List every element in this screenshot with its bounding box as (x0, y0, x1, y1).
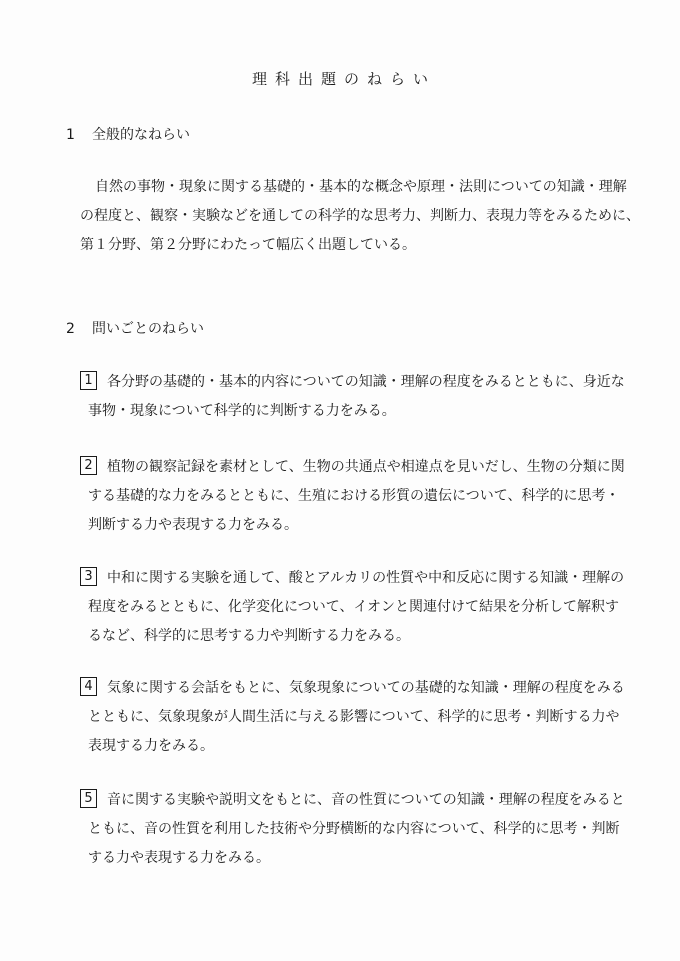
item-line: とともに、気象現象が人間生活に与える影響について、科学的に思考・判断する力や (88, 709, 620, 725)
item-line: する力や表現する力をみる。 (88, 850, 270, 866)
section-2-title: 問いごとのねらい (92, 321, 204, 337)
paragraph-line: 第１分野、第２分野にわたって幅広く出題している。 (80, 237, 416, 253)
item-line: する基礎的な力をみるとともに、生殖における形質の遺伝について、科学的に思考・ (88, 488, 620, 504)
item-line: 各分野の基礎的・基本的内容についての知識・理解の程度をみるとともに、身近な (107, 374, 625, 390)
item-line: 中和に関する実験を通して、酸とアルカリの性質や中和反応に関する知識・理解の (107, 570, 625, 586)
item-line: 判断する力や表現する力をみる。 (88, 517, 298, 533)
section-1-heading (66, 124, 190, 144)
question-item-1 (80, 368, 640, 426)
item-line: 植物の観察記録を素材として、生物の共通点や相違点を見いだし、生物の分類に関 (107, 459, 625, 475)
section-2-number: 2 (66, 321, 75, 337)
item-line: るなど、科学的に思考する力や判断する力をみる。 (88, 628, 410, 644)
item-line: 表現する力をみる。 (88, 738, 214, 754)
section-1-paragraph (80, 173, 640, 260)
paragraph-line: 自然の事物・現象に関する基礎的・基本的な概念や原理・法則についての知識・理解 (95, 179, 627, 195)
item-line: ともに、音の性質を利用した技術や分野横断的な内容について、科学的に思考・判断 (88, 821, 620, 837)
question-item-3 (80, 564, 640, 651)
item-line: 気象に関する会話をもとに、気象現象についての基礎的な知識・理解の程度をみる (107, 680, 625, 696)
question-item-2 (80, 453, 640, 540)
question-number-box: 4 (80, 677, 97, 696)
section-2-heading (66, 318, 204, 338)
item-line: 程度をみるとともに、化学変化について、イオンと関連付けて結果を分析して解釈す (88, 599, 620, 615)
section-1-title: 全般的なねらい (92, 127, 190, 143)
question-item-4 (80, 674, 640, 761)
question-number-box: 5 (80, 789, 97, 808)
question-number-box: 2 (80, 456, 97, 475)
item-line: 音に関する実験や説明文をもとに、音の性質についての知識・理解の程度をみると (107, 792, 625, 808)
question-number-box: 1 (80, 371, 97, 390)
section-1-number: 1 (66, 127, 75, 143)
question-number-box: 3 (80, 567, 97, 586)
question-item-5 (80, 786, 640, 873)
item-line: 事物・現象について科学的に判断する力をみる。 (88, 403, 396, 419)
paragraph-line: の程度と、観察・実験などを通しての科学的な思考力、判断力、表現力等をみるために、 (80, 208, 640, 224)
page-title: 理科出題のねらい (251, 70, 436, 88)
